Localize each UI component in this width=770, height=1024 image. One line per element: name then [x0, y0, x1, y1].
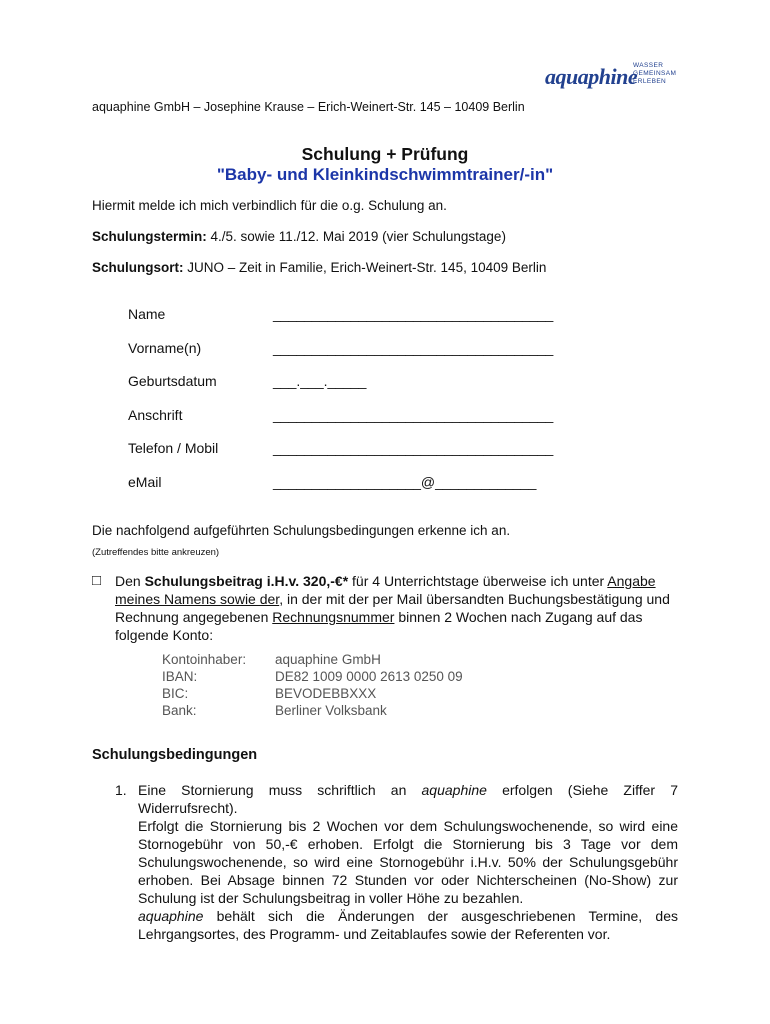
name-label: Name [128, 306, 166, 322]
schulungstermin [92, 229, 506, 244]
list-item-body [138, 781, 678, 943]
bank-row-value: aquaphine GmbH [275, 652, 381, 667]
document-title: Schulung + Prüfung [301, 144, 469, 164]
logo-tagline-line: WASSER [633, 62, 664, 69]
email-field[interactable]: ___________________@_____________ [273, 474, 537, 490]
fee-invoice-number-text: Rechnungsnummer [272, 609, 395, 625]
company-logo [545, 58, 685, 98]
schulungstermin-label: Schulungstermin: [92, 229, 207, 244]
bank-row [162, 685, 463, 702]
bank-row-label: BIC: [162, 686, 189, 701]
list-item-text: erfolgen (Siehe Ziffer 7 Widerrufsrecht). [138, 782, 678, 816]
list-item-number: 1. [115, 782, 127, 798]
list-item-paragraph [138, 781, 678, 817]
logo-tagline [633, 62, 676, 86]
geburtsdatum-label: Geburtsdatum [128, 373, 217, 389]
checkbox-hint: (Zutreffendes bitte ankreuzen) [92, 547, 220, 558]
bank-details [162, 651, 463, 719]
bank-row [162, 702, 463, 719]
logo-wordmark: aquaphine [545, 64, 638, 89]
anschrift-label: Anschrift [128, 407, 183, 423]
email-label: eMail [128, 474, 162, 490]
schulungsort-value: JUNO – Zeit in Familie, Erich-Weinert-Str. 145, 10409 Berlin [183, 260, 547, 275]
schulungstermin-value: 4./5. sowie 11./12. Mai 2019 (vier Schulungstage) [206, 229, 506, 244]
list-item-paragraph [138, 907, 678, 943]
telefon-label: Telefon / Mobil [128, 440, 219, 456]
bank-row [162, 651, 463, 668]
document-subtitle: "Baby- und Kleinkindschwimmtrainer/-in" [216, 165, 554, 184]
geburtsdatum-field[interactable]: ___.___._____ [273, 373, 367, 389]
bank-row-value: DE82 1009 0000 2613 0250 09 [275, 669, 463, 684]
fee-text: , in der mit der per Mail übersandten Buchungsbestätigung und Rechnung angegebenen [115, 591, 670, 625]
list-item-italic-text: aquaphine [421, 782, 487, 798]
list-item [115, 781, 678, 943]
vorname-field[interactable]: ____________________________________ [273, 340, 554, 356]
bank-row-value: BEVODEBBXXX [275, 686, 377, 701]
telefon-field[interactable]: ____________________________________ [273, 440, 554, 456]
list-item-text: Eine Stornierung muss schriftlich an [138, 782, 422, 798]
fee-underlined-text: Angabe meines Namens sowie der [115, 573, 656, 607]
bank-row-value: Berliner Volksbank [275, 703, 387, 718]
bank-row-label: Kontoinhaber: [162, 652, 247, 667]
fee-text: Den [115, 573, 145, 589]
vorname-label: Vorname(n) [128, 340, 202, 356]
bank-row-label: Bank: [162, 703, 197, 718]
list-item-text: behält sich die Änderungen der ausgeschriebenen Termine, des Lehrgangsortes, des Programm- und Zeitablaufes sowie der Referenten vor. [138, 908, 678, 942]
bank-row [162, 668, 463, 685]
logo-tagline-line: GEMEINSAM [633, 70, 677, 77]
name-field[interactable]: ____________________________________ [273, 306, 554, 322]
list-item-italic-text: aquaphine [138, 908, 204, 924]
intro-text: Hiermit melde ich mich verbindlich für die o.g. Schulung an. [92, 198, 447, 213]
fee-amount: Schulungsbeitrag i.H.v. 320,-€* [144, 573, 349, 589]
conditions-acknowledgement: Die nachfolgend aufgeführten Schulungsbedingungen erkenne ich an. [92, 523, 511, 538]
schulungsort-label: Schulungsort: [92, 260, 184, 275]
fee-paragraph [115, 572, 675, 644]
schulungsort [92, 260, 546, 275]
anschrift-field[interactable]: ____________________________________ [273, 407, 554, 423]
fee-text: für 4 Unterrichtstage überweise ich unter [348, 573, 608, 589]
fee-checkbox[interactable]: □ [92, 572, 102, 589]
logo-tagline-line: ERLEBEN [633, 78, 667, 85]
fee-text: binnen 2 Wochen nach Zugang auf das folgende Konto: [115, 609, 643, 643]
sender-address: aquaphine GmbH – Josephine Krause – Erich-Weinert-Str. 145 – 10409 Berlin [92, 100, 525, 114]
bank-row-label: IBAN: [162, 669, 198, 684]
section-title: Schulungsbedingungen [92, 747, 258, 763]
list-item-paragraph: Erfolgt die Stornierung bis 2 Wochen vor dem Schulungswochenende, so wird eine Stornogebühr von 50,-€ erhoben. Erfolgt die Stornierung bis 3 Tage vor dem Schulungswochenende, so wird eine Stornogebühr i.H.v. 50% der Schulungsgebühr erhoben. Bei Absage binnen 72 Stunden vor oder Nichterscheinen (No-Show) zur Schulung ist der Schulungsbeitrag in voller Höhe zu bezahlen. [138, 818, 678, 906]
